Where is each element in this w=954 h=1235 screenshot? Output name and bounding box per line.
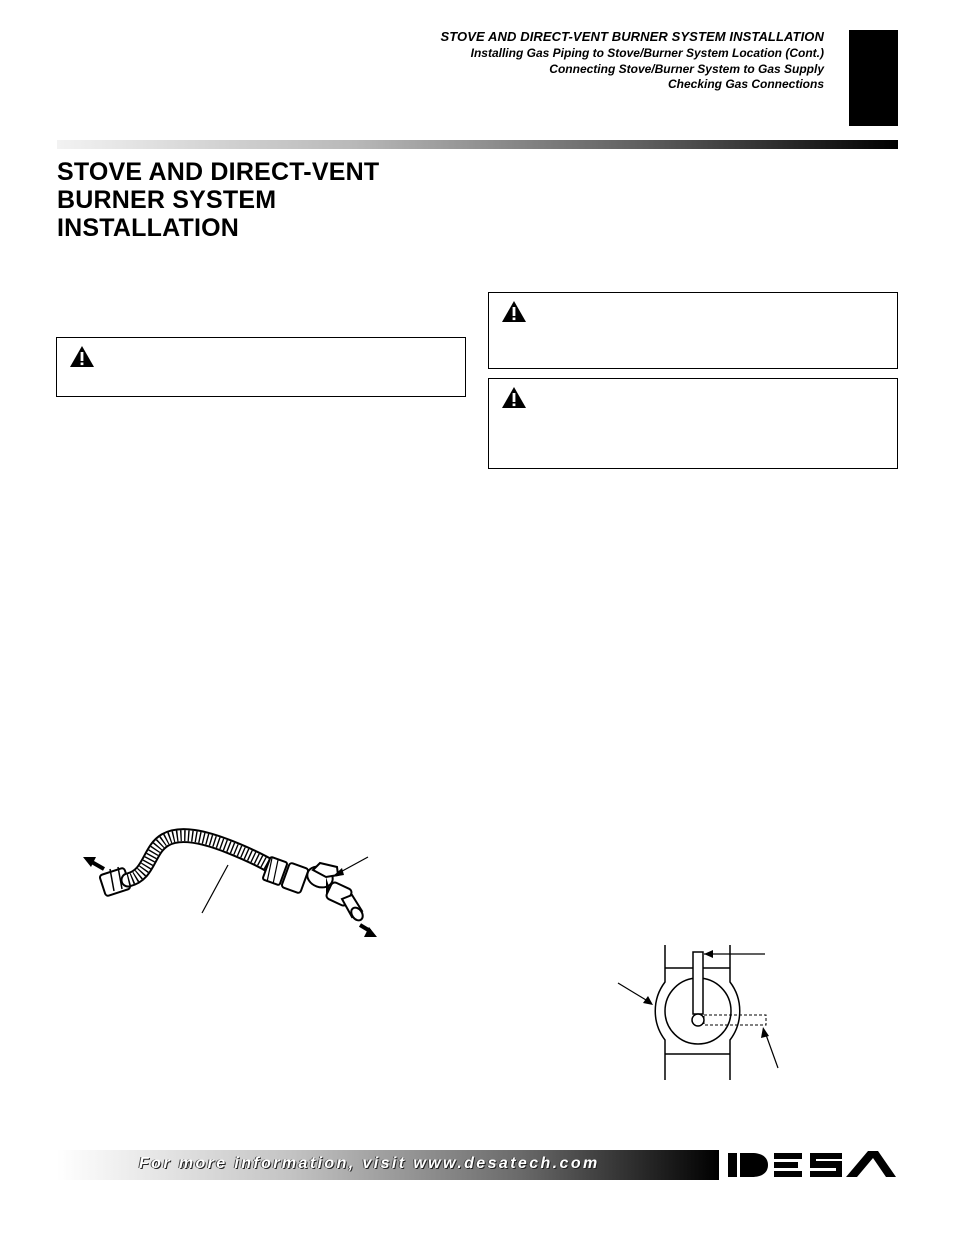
warning-triangle-icon [501, 386, 527, 409]
arrow-icon [360, 925, 377, 937]
valve-handle-open [692, 952, 704, 1026]
running-header-subsection: Checking Gas Connections [667, 77, 824, 91]
running-header-subsection: Connecting Stove/Burner System to Gas Supply [549, 62, 824, 76]
leader-line [202, 865, 228, 913]
warning-box [56, 337, 466, 397]
header-rule [57, 140, 898, 149]
page-title: STOVE AND DIRECT-VENT BURNER SYSTEM INSTALLATION [57, 158, 380, 242]
desa-logo [726, 1149, 898, 1181]
valve-position-figure [610, 940, 780, 1085]
warning-triangle-icon [69, 345, 95, 368]
gas-connector-figure [80, 825, 400, 950]
running-header-subsection: Installing Gas Piping to Stove/Burner System Location (Cont.) [470, 46, 824, 60]
warning-box [488, 378, 898, 469]
arrow-icon [83, 857, 104, 869]
leader-line [765, 1032, 778, 1068]
footer-website-text: For more information, visit www.desatech.com [139, 1155, 600, 1172]
warning-box [488, 292, 898, 369]
warning-triangle-icon [501, 300, 527, 323]
leader-arrowhead [704, 950, 713, 958]
running-header-title: STOVE AND DIRECT-VENT BURNER SYSTEM INSTALLATION [440, 29, 824, 44]
leader-arrowhead [643, 996, 653, 1005]
section-tab [849, 30, 898, 126]
leader-arrowhead [761, 1027, 769, 1038]
